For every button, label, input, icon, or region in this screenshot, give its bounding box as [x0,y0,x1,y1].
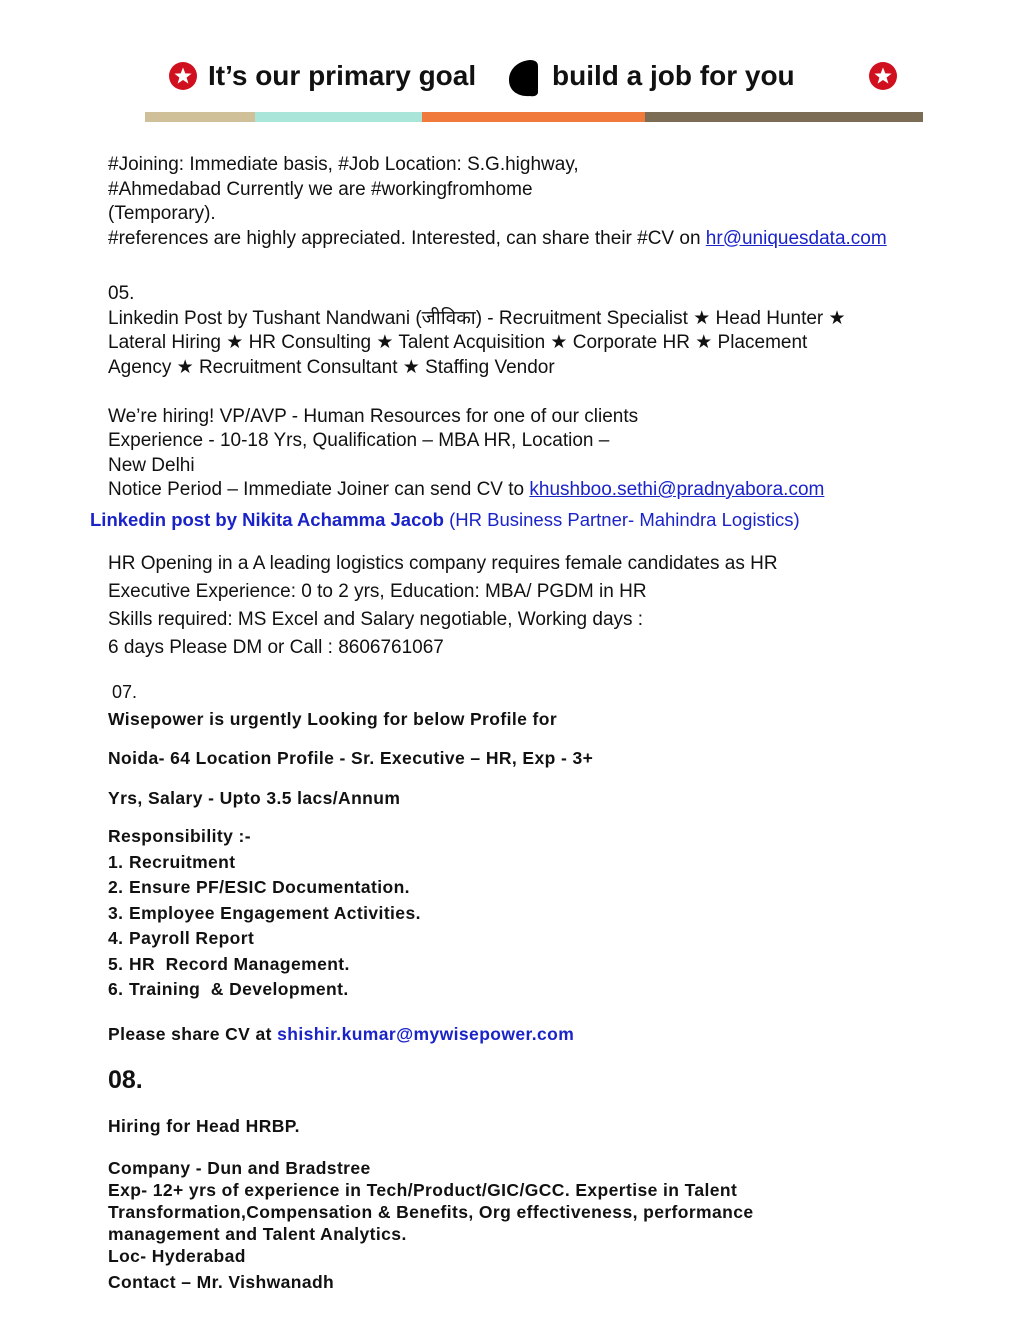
list-number: 4. [108,928,124,948]
email-link-wisepower[interactable]: shishir.kumar@mywisepower.com [277,1024,575,1044]
email-link-pradnyabora[interactable]: khushboo.sethi@pradnyabora.com [529,479,825,500]
post-line: HR Opening in a A leading logistics company requires female candidates as HR [108,553,778,574]
post-number: 05. [108,283,135,304]
email-link-uniquesdata[interactable]: hr@uniquesdata.com [705,227,887,249]
post-line: management and Talent Analytics. [108,1224,407,1244]
post-line-text: Notice Period – Immediate Joiner can send CV to [108,479,530,500]
post-line: 6 days Please DM or Call : 8606761067 [108,637,444,658]
job-post-07-line2: Noida- 64 Location Profile - Sr. Executive – HR, Exp - 3+ [108,748,594,768]
post-line: Skills required: MS Excel and Salary negotiable, Working days : [108,609,644,630]
list-number: 1. [108,851,124,872]
divider-stripe-3 [422,112,645,122]
list-number: 6. [108,979,124,999]
post-number-07: 07. [112,682,138,702]
list-text: HR Record Management. [129,953,350,974]
post-line: #Ahmedabad Currently we are #workingfromhome [108,178,533,200]
post-number-08: 08. [108,1066,143,1094]
red-star-badge-icon [869,62,897,90]
list-text: Employee Engagement Activities. [129,902,421,923]
post-line: Lateral Hiring ★ HR Consulting ★ Talent Acquisition ★ Corporate HR ★ Placement [108,332,808,353]
post-line: Contact – Mr. Vishwanadh [108,1272,335,1292]
job-post-07-line1: Wisepower is urgently Looking for below Profile for [108,709,558,729]
list-text: Ensure PF/ESIC Documentation. [129,877,410,897]
list-text: Recruitment [129,851,236,872]
post-line: Linkedin Post by Tushant Nandwani (जीविका) - Recruitment Specialist ★ Head Hunter ★ [108,307,846,329]
post-line-text: #references are highly appreciated. Interested, can share their #CV on [108,227,706,249]
list-text: Payroll Report [129,928,255,948]
post-line [108,478,846,503]
black-blob-icon [506,58,542,98]
share-cv-line [108,1022,574,1047]
post-line [108,227,887,252]
responsibility-heading: Responsibility :- [108,826,251,846]
heading-role: (HR Business Partner- Mahindra Logistics) [443,509,800,530]
responsibility-list [108,850,421,1003]
list-item [108,875,421,901]
job-post-04 [108,153,887,251]
list-item [108,926,421,952]
post-line: #Joining: Immediate basis, #Job Location: S.G.highway, [108,154,579,175]
post-line: Company - Dun and Bradstree [108,1158,371,1178]
post-line: Exp- 12+ yrs of experience in Tech/Product/GIC/GCC. Expertise in Talent [108,1180,738,1200]
list-text: Training & Development. [129,979,349,999]
linkedin-post-heading-nikita [90,509,800,531]
header-title-part2: build a job for you [552,60,795,91]
list-item [108,901,421,927]
post-line: (Temporary). [108,203,216,224]
job-post-08-body [108,1157,754,1293]
divider-stripe-1 [145,112,255,122]
job-post-06 [108,550,778,662]
post-line: Agency ★ Recruitment Consultant ★ Staffing Vendor [108,356,555,378]
responsibility-section [108,824,421,1003]
job-post-07-line3: Yrs, Salary - Upto 3.5 lacs/Annum [108,788,401,808]
post-line: Experience - 10-18 Yrs, Qualification – MBA HR, Location – [108,430,610,451]
post-line: Executive Experience: 0 to 2 yrs, Education: MBA/ PGDM in HR [108,581,647,602]
job-post-08-line1: Hiring for Head HRBP. [108,1116,300,1136]
spacer [108,380,846,405]
post-line: We’re hiring! VP/AVP - Human Resources for one of our clients [108,405,639,427]
post-line: New Delhi [108,454,195,476]
divider-stripe-2 [255,112,422,122]
list-number: 2. [108,877,124,897]
list-item [108,850,421,876]
job-post-05 [108,282,846,503]
page-header [0,52,1024,108]
list-number: 3. [108,902,124,923]
red-star-badge-icon [169,62,197,90]
heading-author: Linkedin post by Nikita Achamma Jacob [90,509,444,530]
list-number: 5. [108,953,124,974]
divider-stripe-4 [645,112,923,122]
post-line: Transformation,Compensation & Benefits, Org effectiveness, performance [108,1202,754,1222]
list-item [108,977,421,1003]
share-cv-text: Please share CV at [108,1024,278,1044]
header-title-part1: It’s our primary goal [208,60,477,91]
post-line: Loc- Hyderabad [108,1246,246,1266]
list-item [108,952,421,978]
